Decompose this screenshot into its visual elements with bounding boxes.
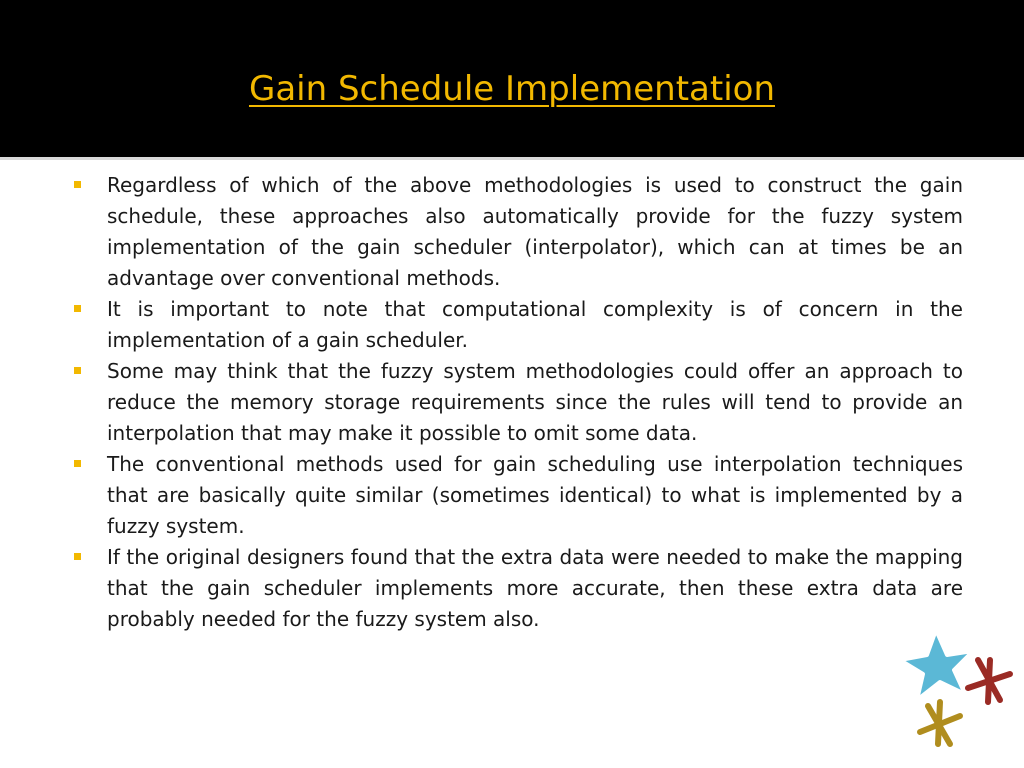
bullet-list xyxy=(70,170,963,635)
asterisk-icon xyxy=(968,660,1010,702)
bullet-text: Regardless of which of the above methodologies is used to construct the gain schedule, these approaches also automatically provide for the fuzzy system implementation of the gain scheduler (interpolator), which can at times be an advantage over conventional methods. xyxy=(107,173,963,290)
slide-title xyxy=(0,64,1024,114)
bullet-item xyxy=(70,170,963,294)
bullet-text: If the original designers found that the extra data were needed to make the mapping that the gain scheduler implements more accurate, then these extra data are probably needed for the fuzzy system also. xyxy=(107,545,963,631)
bullet-square-icon xyxy=(74,181,81,188)
asterisk-icon xyxy=(920,702,960,744)
slide-title-text: Gain Schedule Implementation xyxy=(248,69,775,109)
bullet-square-icon xyxy=(74,460,81,467)
bullet-square-icon xyxy=(74,305,81,312)
bullet-square-icon xyxy=(74,367,81,374)
bullet-text: Some may think that the fuzzy system methodologies could offer an approach to reduce the memory storage requirements since the rules will tend to provide an interpolation that may make it possible to omit some data. xyxy=(107,359,963,445)
bullet-item xyxy=(70,449,963,542)
bullet-item xyxy=(70,356,963,449)
decorative-ornament xyxy=(890,620,1024,768)
title-divider xyxy=(0,157,1024,160)
bullet-square-icon xyxy=(74,553,81,560)
star-icon xyxy=(900,630,973,700)
bullet-text: It is important to note that computational complexity is of concern in the implementation of a gain scheduler. xyxy=(107,297,963,352)
bullet-item xyxy=(70,542,963,635)
bullet-item xyxy=(70,294,963,356)
bullet-text: The conventional methods used for gain scheduling use interpolation techniques that are basically quite similar (sometimes identical) to what is implemented by a fuzzy system. xyxy=(107,452,963,538)
